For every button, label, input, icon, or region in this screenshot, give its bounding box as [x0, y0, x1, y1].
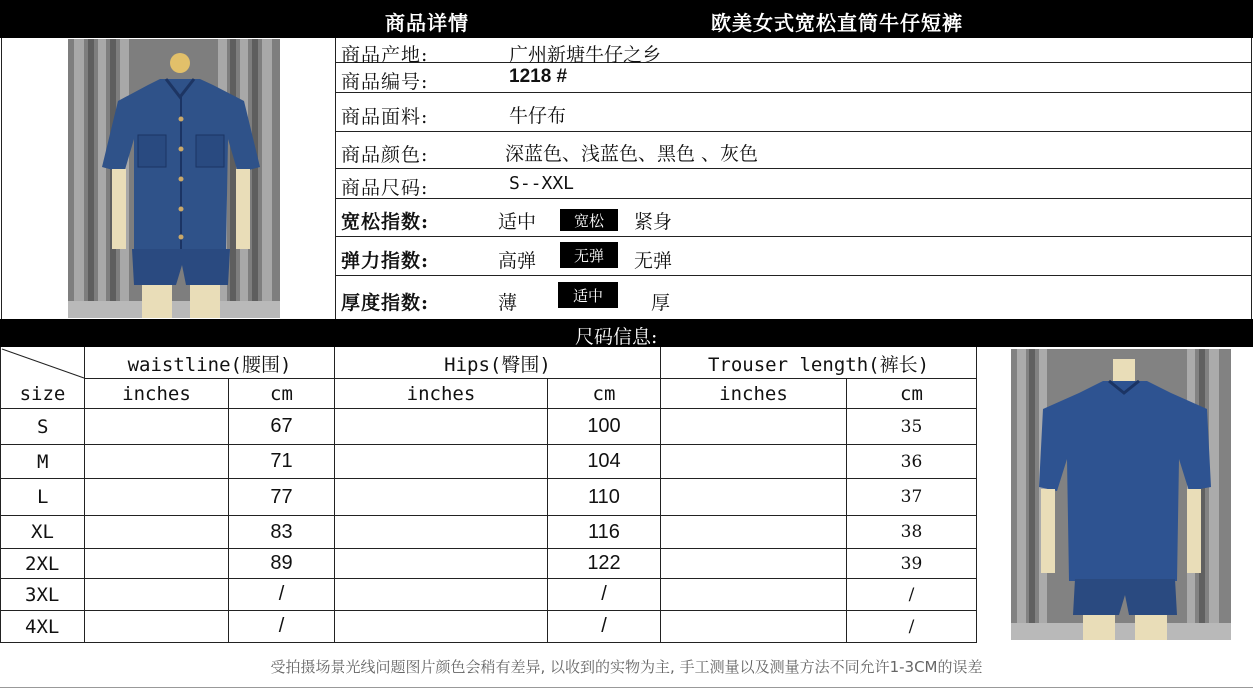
size-cell: 3XL: [25, 583, 60, 606]
waistline-header: waistline(腰围): [127, 353, 292, 376]
header-title: 商品详情: [385, 11, 469, 35]
waist-cm-cell: /: [278, 583, 285, 605]
hips-cm-cell: /: [601, 615, 607, 637]
thickness-selected-badge: 适中: [558, 282, 618, 308]
header-bar: [0, 0, 1253, 38]
length-cm-cell: 37: [900, 487, 923, 507]
length-cm-cell: 36: [900, 451, 923, 472]
back-product-photo: [1011, 349, 1231, 640]
color-label: 商品颜色:: [341, 144, 429, 166]
thickness-option-1: 薄: [498, 292, 518, 314]
length-cm-cell: 38: [900, 522, 923, 542]
fit-option-1: 适中: [498, 211, 537, 233]
code-value: 1218 #: [509, 66, 568, 87]
waist-inches-cell: [85, 445, 228, 478]
waist-cm-cell: 89: [270, 552, 293, 574]
length-cm-cell: 35: [900, 416, 923, 437]
hips-cm-cell: 122: [587, 552, 621, 574]
origin-label: 商品产地:: [341, 44, 429, 66]
length-inches-cell: [661, 549, 846, 578]
fabric-value: 牛仔布: [509, 105, 567, 127]
waist-inches-cell: [85, 549, 228, 578]
size-value: S--XXL: [509, 173, 575, 194]
corner-diagonal: [0, 347, 85, 379]
origin-value: 广州新塘牛仔之乡: [509, 44, 662, 66]
length-inches-cell: [661, 516, 846, 548]
hips-inches-cell: [335, 445, 547, 478]
length-cm-cell: /: [908, 616, 915, 637]
waist-inches-cell: [85, 409, 228, 444]
hips-cm-cell: 110: [588, 485, 620, 508]
waist-inches-cell: [85, 579, 228, 610]
front-product-photo: [68, 39, 280, 318]
waist-inches-header: inches: [122, 382, 191, 405]
stretch-selected-badge: 无弹: [560, 242, 618, 268]
waist-cm-header: cm: [270, 382, 293, 405]
hips-inches-cell: [335, 516, 547, 548]
length-cm-cell: /: [908, 584, 915, 605]
waist-inches-cell: [85, 516, 228, 548]
waist-cm-cell: /: [278, 615, 285, 637]
hips-inches-cell: [335, 611, 547, 642]
stretch-label: 弹力指数:: [341, 250, 430, 272]
length-inches-cell: [661, 611, 846, 642]
length-inches-cell: [661, 579, 846, 610]
waist-cm-cell: 77: [270, 485, 293, 508]
hips-cm-cell: 104: [587, 450, 621, 472]
hips-header: Hips(臀围): [444, 353, 551, 376]
length-inches-cell: [661, 409, 846, 444]
waist-cm-cell: 67: [270, 415, 293, 437]
stretch-option-1: 高弹: [498, 250, 537, 272]
hips-inches-cell: [335, 479, 547, 515]
length-cm-cell: 39: [900, 553, 923, 574]
length-cm-header: cm: [900, 382, 923, 405]
size-cell: M: [37, 450, 49, 473]
size-section-title: 尺码信息:: [575, 326, 658, 348]
hips-cm-cell: 100: [587, 415, 621, 437]
size-column-header: size: [19, 382, 66, 405]
length-inches-cell: [661, 479, 846, 515]
size-cell: L: [37, 486, 49, 508]
footer-note: 受拍摄场景光线问题图片颜色会稍有差异, 以收到的实物为主, 手工测量以及测量方法不同允许1-3CM的误差: [270, 658, 983, 676]
hips-cm-header: cm: [592, 382, 616, 405]
size-cell: 2XL: [25, 552, 60, 575]
fabric-label: 商品面料:: [341, 106, 429, 128]
hips-inches-header: inches: [406, 382, 476, 405]
fit-selected-badge: 宽松: [560, 209, 618, 231]
stretch-option-3: 无弹: [634, 250, 673, 272]
hips-inches-cell: [335, 579, 547, 610]
code-label: 商品编号:: [341, 71, 429, 93]
waist-inches-cell: [85, 611, 228, 642]
length-inches-header: inches: [719, 382, 788, 405]
waist-cm-cell: 83: [270, 520, 293, 543]
color-value: 深蓝色、浅蓝色、黑色 、灰色: [505, 143, 759, 165]
size-cell: S: [37, 415, 49, 438]
product-name: 欧美女式宽松直筒牛仔短裤: [711, 11, 963, 35]
hips-cm-cell: /: [601, 583, 607, 605]
thickness-label: 厚度指数:: [341, 292, 430, 314]
length-inches-cell: [661, 445, 846, 478]
size-label: 商品尺码:: [341, 177, 429, 199]
hips-inches-cell: [335, 409, 547, 444]
hips-cm-cell: 116: [588, 520, 620, 543]
fit-option-3: 紧身: [634, 211, 673, 233]
waist-cm-cell: 71: [270, 450, 293, 472]
fit-label: 宽松指数:: [341, 211, 430, 233]
size-cell: XL: [31, 521, 54, 543]
size-cell: 4XL: [25, 615, 60, 638]
thickness-option-3: 厚: [651, 292, 671, 314]
hips-inches-cell: [335, 549, 547, 578]
waist-inches-cell: [85, 479, 228, 515]
trouser-length-header: Trouser length(裤长): [707, 353, 930, 376]
